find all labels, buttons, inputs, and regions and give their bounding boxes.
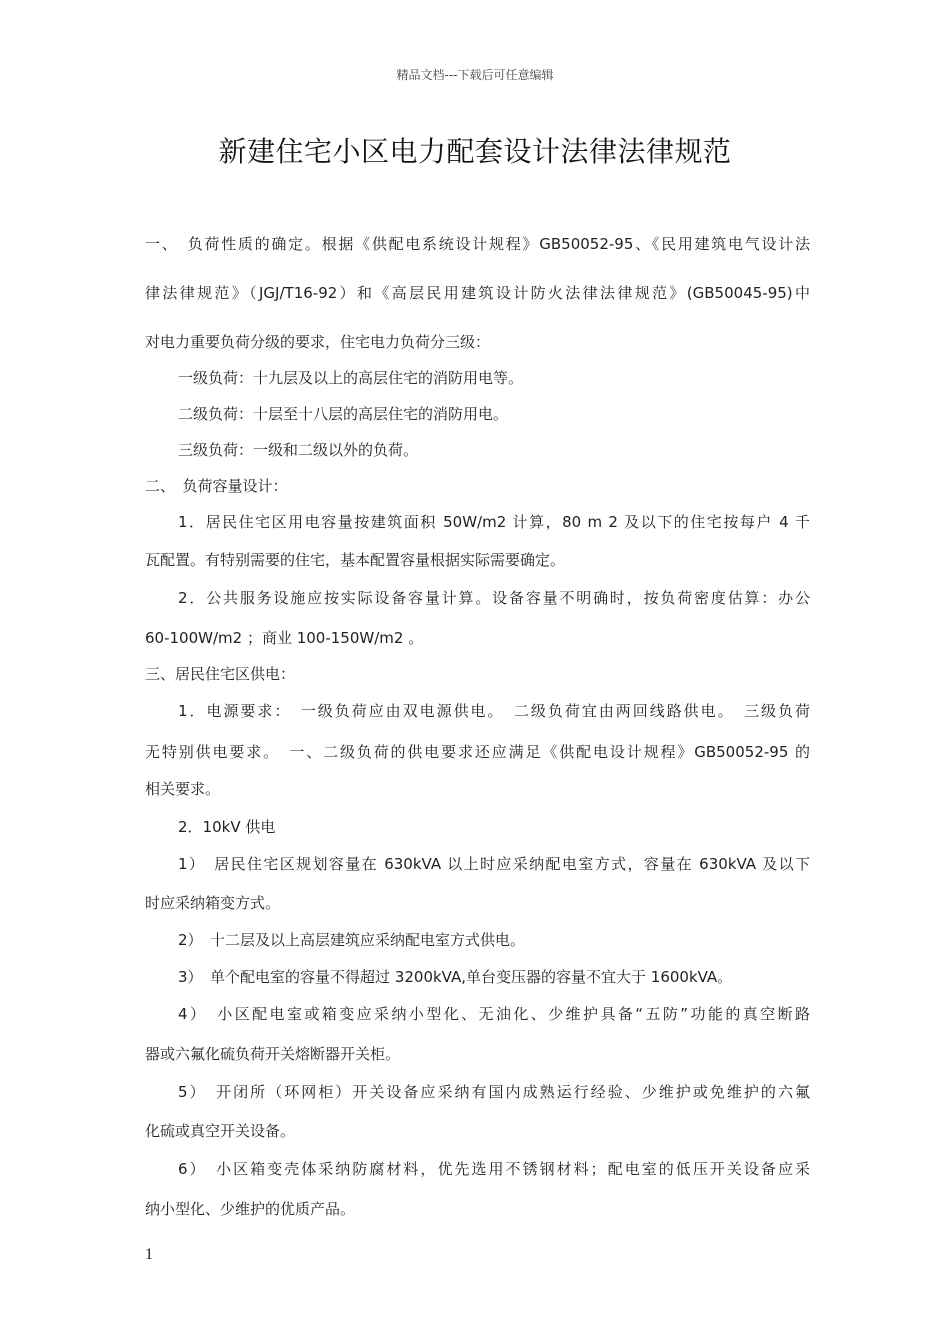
paragraph-line: 6） 小区箱变壳体采纳防腐材料，优先选用不锈钢材料；配电室的低压开关设备应采 — [178, 1160, 810, 1178]
paragraph-line: 对电力重要负荷分级的要求，住宅电力负荷分三级： — [145, 333, 491, 351]
paragraph-line: 器或六氟化硫负荷开关熔断器开关柜。 — [145, 1045, 401, 1063]
paragraph-line: 瓦配置。有特别需要的住宅，基本配置容量根据实际需要确定。 — [145, 551, 566, 569]
paragraph-line: 3） 单个配电室的容量不得超过 3200kVA,单台变压器的容量不宜大于 1600kVA。 — [178, 968, 733, 986]
paragraph-line: 时应采纳箱变方式。 — [145, 894, 281, 912]
paragraph-line: 相关要求。 — [145, 780, 221, 798]
paragraph-line: 2．公共服务设施应按实际设备容量计算。设备容量不明确时，按负荷密度估算：办公 — [178, 589, 810, 607]
paragraph-line: 一级负荷：十九层及以上的高层住宅的消防用电等。 — [178, 369, 524, 387]
paragraph-line: 无特别供电要求。 一、二级负荷的供电要求还应满足《供配电设计规程》GB50052-95 的 — [145, 743, 810, 761]
paragraph-line: 化硫或真空开关设备。 — [145, 1122, 296, 1140]
paragraph-line: 1．居民住宅区用电容量按建筑面积 50W/m2 计算，80 m 2 及以下的住宅按每户 4 千 — [178, 513, 810, 531]
paragraph-line: 60-100W/m2 ；商业 100-150W/m2 。 — [145, 629, 424, 647]
paragraph-line: 二、 负荷容量设计： — [145, 477, 288, 495]
paragraph-line: 律法律规范》（JGJ/T16-92）和《高层民用建筑设计防火法律法律规范》(GB50045-95)中 — [145, 284, 810, 302]
paragraph-line: 二级负荷：十层至十八层的高层住宅的消防用电。 — [178, 405, 509, 423]
paragraph-line: 1） 居民住宅区规划容量在 630kVA 以上时应采纳配电室方式，容量在 630kVA 及以下 — [178, 855, 810, 873]
header-note: 精品文档---下载后可任意编辑 — [396, 68, 554, 82]
document-title: 新建住宅小区电力配套设计法律法律规范 — [218, 135, 732, 168]
paragraph-line: 1．电源要求： 一级负荷应由双电源供电。 二级负荷宜由两回线路供电。 三级负荷 — [178, 702, 810, 720]
paragraph-line: 4） 小区配电室或箱变应采纳小型化、无油化、少维护具备“五防”功能的真空断路 — [178, 1005, 810, 1023]
paragraph-line: 三、居民住宅区供电： — [145, 665, 296, 683]
paragraph-line: 2） 十二层及以上高层建筑应采纳配电室方式供电。 — [178, 931, 526, 949]
paragraph-line: 2．10kV 供电 — [178, 818, 276, 836]
page-number: 1 — [145, 1246, 153, 1263]
paragraph-line: 纳小型化、少维护的优质产品。 — [145, 1200, 356, 1218]
paragraph-line: 一、 负荷性质的确定。根据《供配电系统设计规程》GB50052-95、《民用建筑电气设计法 — [145, 235, 810, 253]
paragraph-line: 三级负荷：一级和二级以外的负荷。 — [178, 441, 419, 459]
paragraph-line: 5） 开闭所（环网柜）开关设备应采纳有国内成熟运行经验、少维护或免维护的六氟 — [178, 1083, 810, 1101]
